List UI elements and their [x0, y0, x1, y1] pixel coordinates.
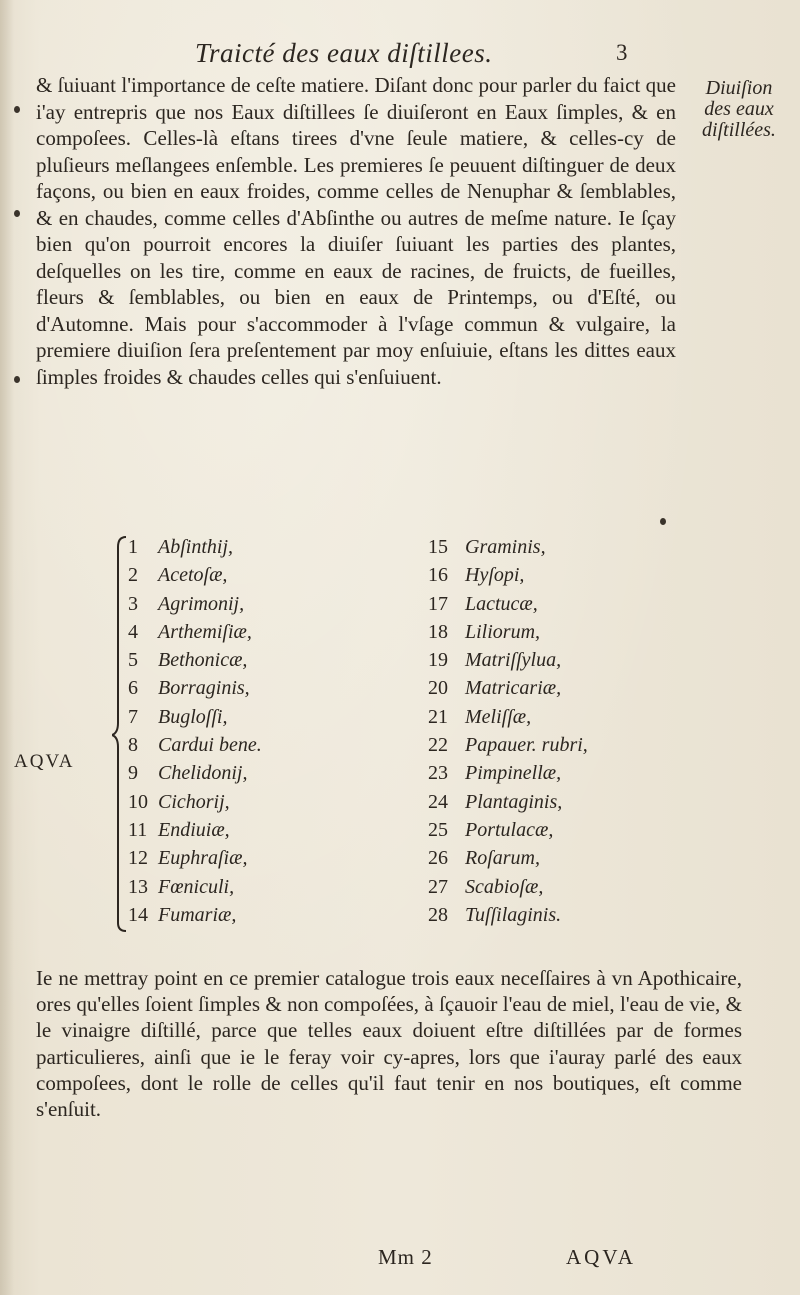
- list-item: 15 Graminis,: [428, 536, 546, 558]
- ink-speck: [14, 376, 20, 383]
- list-item: 7 Bugloſſi,: [128, 705, 228, 728]
- list-item: 14 Fumariæ,: [128, 903, 237, 926]
- margin-note-line: des eaux: [704, 98, 774, 120]
- margin-note-line: Diuiſion: [705, 77, 773, 99]
- list-item: 16 Hyſopi,: [428, 564, 525, 587]
- list-item: 1 Abſinthij,: [128, 536, 233, 558]
- opening-paragraph: & ſuiuant l'importance de ceſte matiere. Diſant donc pour parler du faict que i'ay entrepris que nos Eaux diſtillees ſe diuiſeront en Eaux ſimples, & en compoſees. Celles-là eſtans tirees d'vne ſeule matiere, & celles-cy de pluſieurs meſlangees enſemble. Les premieres ſe peuuent diſtinguer de deux façons, ou bien en eaux froides, comme celles de Nenuphar & ſemblables, & en chaudes, comme celles d'Abſinthe ou autres de meſme nature. Ie ſçay bien qu'on pourroit encores la diuiſer ſuiuant les parties des plantes, deſquelles on les tire, comme en eaux de racines, de fruicts, de fueilles, fleurs & ſemblables, ou bien en eaux de Printemps, ou d'Eſté, ou d'Automne. Mais pour s'accommoder à l'vſage commun & vulgaire, la premiere diuiſion ſera preſentement par moy enſuiuie, eſtans les dittes eaux ſimples froides & chaudes celles qui s'enſuiuent.: [36, 73, 676, 389]
- list-item: 21 Meliſſæ,: [428, 705, 532, 728]
- margin-note: [680, 78, 798, 141]
- list-item: 25 Portulacæ,: [428, 818, 554, 841]
- list-item: 19 Matriſſylua,: [428, 649, 562, 672]
- right-column-list: [428, 533, 588, 929]
- list-item: 20 Matricariæ,: [428, 677, 562, 700]
- list-item: 26 Roſarum,: [428, 847, 540, 870]
- list-item: 10 Cichorij,: [128, 790, 230, 813]
- list-item: 9 Chelidonij,: [128, 762, 248, 785]
- list-heading-aqua: AQVA: [14, 751, 75, 772]
- left-column-list: [128, 533, 262, 929]
- list-item: 3 Agrimonij,: [128, 592, 245, 615]
- page-number: 3: [616, 40, 628, 65]
- list-item: 13 Fœniculi,: [128, 875, 235, 898]
- list-item: 11 Endiuiæ,: [128, 818, 230, 841]
- list-item: 17 Lactucæ,: [428, 592, 538, 615]
- list-item: 28 Tuſſilaginis.: [428, 903, 562, 926]
- list-item: 4 Arthemiſiæ,: [128, 620, 252, 643]
- list-item: 6 Borraginis,: [128, 677, 250, 700]
- waters-list: [0, 533, 800, 933]
- running-title: Traicté des eaux diſtillees.: [195, 38, 493, 68]
- page-footer: [0, 1245, 800, 1275]
- catchword: AQVA: [566, 1245, 636, 1269]
- list-item: 22 Papauer. rubri,: [428, 734, 588, 757]
- ink-speck: [660, 518, 666, 525]
- list-item: 12 Euphraſiæ,: [128, 847, 248, 870]
- closing-paragraph: Ie ne mettray point en ce premier catalogue trois eaux neceſſaires à vn Apothicaire, ores qu'elles ſoient ſimples & non compoſées, à ſçauoir l'eau de miel, l'eau de vie, & le vinaigre diſtillé, parce que telles eaux doiuent eſtre diſtillées par de formes particulieres, ainſi que ie le feray voir cy-apres, lors que i'auray parlé des eaux compoſees, dont le rolle de celles qu'il faut tenir en nos boutiques, eſt comme s'enſuit.: [36, 966, 742, 1122]
- list-item: 23 Pimpinellæ,: [428, 762, 562, 785]
- list-item: 5 Bethonicæ,: [128, 649, 248, 672]
- margin-note-line: diſtillées.: [702, 119, 776, 141]
- list-item: 27 Scabioſæ,: [428, 875, 544, 898]
- list-item: 24 Plantaginis,: [428, 790, 563, 813]
- list-item: 18 Liliorum,: [428, 620, 541, 643]
- signature-mark: Mm 2: [378, 1245, 433, 1269]
- ink-speck: [14, 210, 20, 217]
- curly-brace-icon: [112, 533, 128, 933]
- ink-speck: [14, 106, 20, 113]
- list-item: 2 Acetoſæ,: [128, 564, 228, 587]
- list-item: 8 Cardui bene.: [128, 734, 262, 757]
